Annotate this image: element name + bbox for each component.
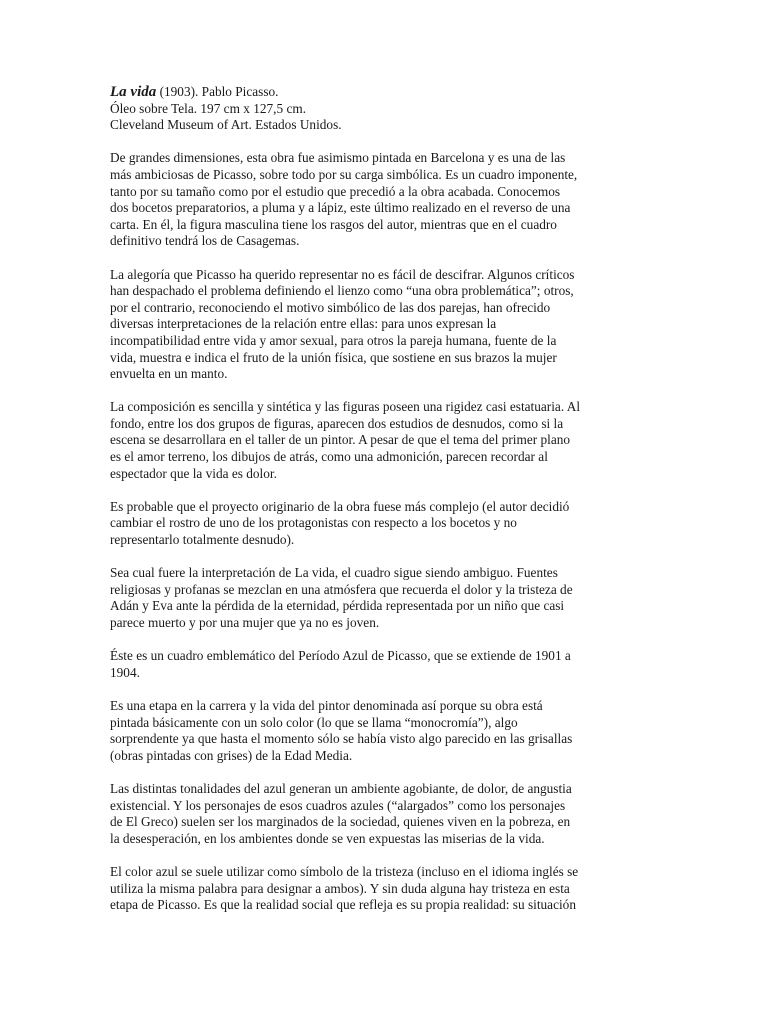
paragraph-line: diversas interpretaciones de la relación entre ellas: para unos expresan la [110,316,497,332]
paragraph-line: parece muerto y por una mujer que ya no es joven. [110,615,380,630]
paragraph-line: religiosas y profanas se mezclan en una atmósfera que recuerda el dolor y la tristeza de [110,581,573,597]
paragraph-line: más ambiciosas de Picasso, sobre todo por su carga simbólica. Es un cuadro imponente, [110,166,578,182]
paragraph-line: El color azul se suele utilizar como símbolo de la tristeza (incluso en el idioma inglés se [110,863,579,879]
paragraph-line: carta. En él, la figura masculina tiene los rasgos del autor, mientras que en el cuadro [110,216,557,232]
paragraph-line: envuelta en un manto. [110,366,228,382]
paragraph-line: espectador que la vida es dolor. [110,465,277,481]
paragraph-line: Es una etapa en la carrera y la vida del pintor denominada así porque su obra está [110,697,543,713]
body-paragraph [110,565,658,631]
body-paragraph [110,150,658,250]
body-paragraph [110,399,658,482]
paragraph-line: Éste es un cuadro emblemático del Período Azul de Picasso, que se extiende de 1901 a [110,648,571,664]
paragraph-line: por el contrario, reconociendo el motivo simbólico de las dos parejas, han ofrecido [110,299,551,315]
paragraph-line: la desesperación, en los ambientes donde se ven expuestas las miserias de la vida. [110,830,545,846]
paragraph-line: tanto por su tamaño como por el estudio que precedió a la obra acabada. Conocemos [110,183,561,199]
paragraph-line: escena se desarrollara en el taller de un pintor. A pesar de que el tema del primer plano [110,432,571,448]
paragraph-line: sorprendente ya que hasta el momento sólo se había visto algo parecido en las grisallas [110,731,573,747]
paragraph-line: Sea cual fuere la interpretación de La vida, el cuadro sigue siendo ambiguo. Fuentes [110,565,558,581]
paragraph-line: dos bocetos preparatorios, a pluma y a lápiz, este último realizado en el reverso de una [110,200,571,216]
paragraph-line: Las distintas tonalidades del azul generan un ambiente agobiante, de dolor, de angustia [110,780,572,796]
body-paragraph [110,781,658,847]
paragraph-line: han despachado el problema definiendo el lienzo como “una obra problemática”; otros, [110,283,574,299]
paragraph-line: existencial. Y los personajes de esos cuadros azules (“alargados” como los personajes [110,797,566,813]
paragraph-line: pintada básicamente con un solo color (lo que se llama “monocromía”), algo [110,714,518,730]
body-paragraph [110,648,658,681]
artwork-date-author: (1903). Pablo Picasso. [156,84,279,99]
artwork-title-line [110,84,658,101]
paragraph-line: cambiar el rostro de uno de los protagonistas con respecto a los bocetos y no [110,515,517,531]
document-page [110,84,658,914]
paragraph-line: Es probable que el proyecto originario de la obra fuese más complejo (el autor decidió [110,498,570,514]
paragraph-line: vida, muestra e indica el fruto de la unión física, que sostiene en sus brazos la mujer [110,349,557,365]
paragraph-line: representarlo totalmente desnudo). [110,532,295,548]
artwork-title: La vida [110,84,157,100]
paragraph-line: La composición es sencilla y sintética y las figuras poseen una rigidez casi estatuaria. Al [110,399,581,415]
paragraph-line: utiliza la misma palabra para designar a ambos). Y sin duda alguna hay tristeza en esta [110,880,570,896]
paragraph-line: etapa de Picasso. Es que la realidad social que refleja es su propia realidad: su situación [110,897,576,913]
paragraph-line: de El Greco) suelen ser los marginados de la sociedad, quienes viven en la pobreza, en [110,814,571,830]
paragraph-line: (obras pintadas con grises) de la Edad Media. [110,747,353,763]
paragraph-line: 1904. [110,664,140,680]
paragraph-line: Adán y Eva ante la pérdida de la eternidad, pérdida representada por un niño que casi [110,598,565,614]
paragraph-line: incompatibilidad entre vida y amor sexual, para otros la pareja humana, fuente de la [110,332,557,348]
paragraph-line: De grandes dimensiones, esta obra fue asimismo pintada en Barcelona y es una de las [110,150,566,166]
document-body [110,150,658,913]
body-paragraph [110,698,658,764]
paragraph-line: La alegoría que Picasso ha querido representar no es fácil de descifrar. Algunos críticos [110,266,575,282]
artwork-technique: Óleo sobre Tela. 197 cm x 127,5 cm. [110,100,307,116]
paragraph-line: es el amor terreno, los dibujos de atrás, como una admonición, parecen recordar al [110,449,548,465]
document-header [110,84,658,134]
paragraph-line: fondo, entre los dos grupos de figuras, aparecen dos estudios de desnudos, como si la [110,415,564,431]
artwork-location: Cleveland Museum of Art. Estados Unidos. [110,117,342,133]
body-paragraph [110,267,658,383]
body-paragraph [110,499,658,549]
paragraph-line: definitivo tendrá los de Casagemas. [110,233,300,249]
body-paragraph [110,864,658,914]
